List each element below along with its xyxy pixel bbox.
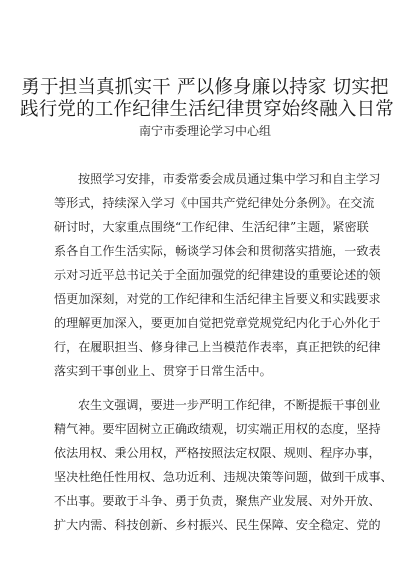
paragraph-1-line-4: 系各自工作生活实际，畅谈学习体会和贯彻落实措施，一致表 [54, 244, 381, 258]
paragraph-1-line-5: 示对习近平总书记关于全面加强党的纪律建设的重要论述的领 [54, 268, 381, 282]
paragraph-1-line-2: 等形式，持续深入学习《中国共产党纪律处分条例》。在交流 [54, 196, 375, 210]
paragraph-2-line-6: 扩大内需、科技创新、乡村振兴、民生保障、安全稳定、党的 [54, 518, 381, 532]
paragraph-2-line-5: 不出事。要敢于斗争、勇于负责，聚焦产业发展、对外开放、 [54, 494, 381, 508]
paragraph-1-line-8: 行，在履职担当、修身律己上当模范作表率，真正把铁的纪律 [54, 340, 381, 354]
paragraph-2-line-1: 农生文强调，要进一步严明工作纪律，不断提振干事创业 [78, 398, 381, 412]
document-author: 南宁市委理论学习中心组 [138, 124, 271, 138]
paragraph-1-line-1: 按照学习安排，市委常委会成员通过集中学习和自主学习 [78, 172, 381, 186]
paragraph-1-line-9: 落实到干事创业上、贯穿于日常生活中。 [54, 364, 272, 378]
paragraph-1-line-6: 悟更加深刻，对党的工作纪律和生活纪律主旨要义和实践要求 [54, 292, 381, 306]
document-title-line-2: 践行党的工作纪律生活纪律贯穿始终融入日常 [20, 99, 395, 120]
document-title-line-1: 勇于担当真抓实干 严以修身廉以持家 切实把 [21, 77, 389, 98]
paragraph-2-line-2: 精气神。要牢固树立正确政绩观，切实端正用权的态度，坚持 [54, 422, 381, 436]
paragraph-1-line-7: 的理解更加深入，要更加自觉把党章党规党纪内化于心外化于 [54, 316, 381, 330]
paragraph-1-line-3: 研讨时，大家重点围绕“工作纪律、生活纪律”主题，紧密联 [54, 220, 369, 234]
paragraph-2-line-3: 依法用权、秉公用权，严格按照法定权限、规则、程序办事， [54, 446, 381, 460]
paragraph-2-line-4: 坚决杜绝任性用权、急功近利、违规决策等问题，做到干成事、 [54, 470, 393, 484]
